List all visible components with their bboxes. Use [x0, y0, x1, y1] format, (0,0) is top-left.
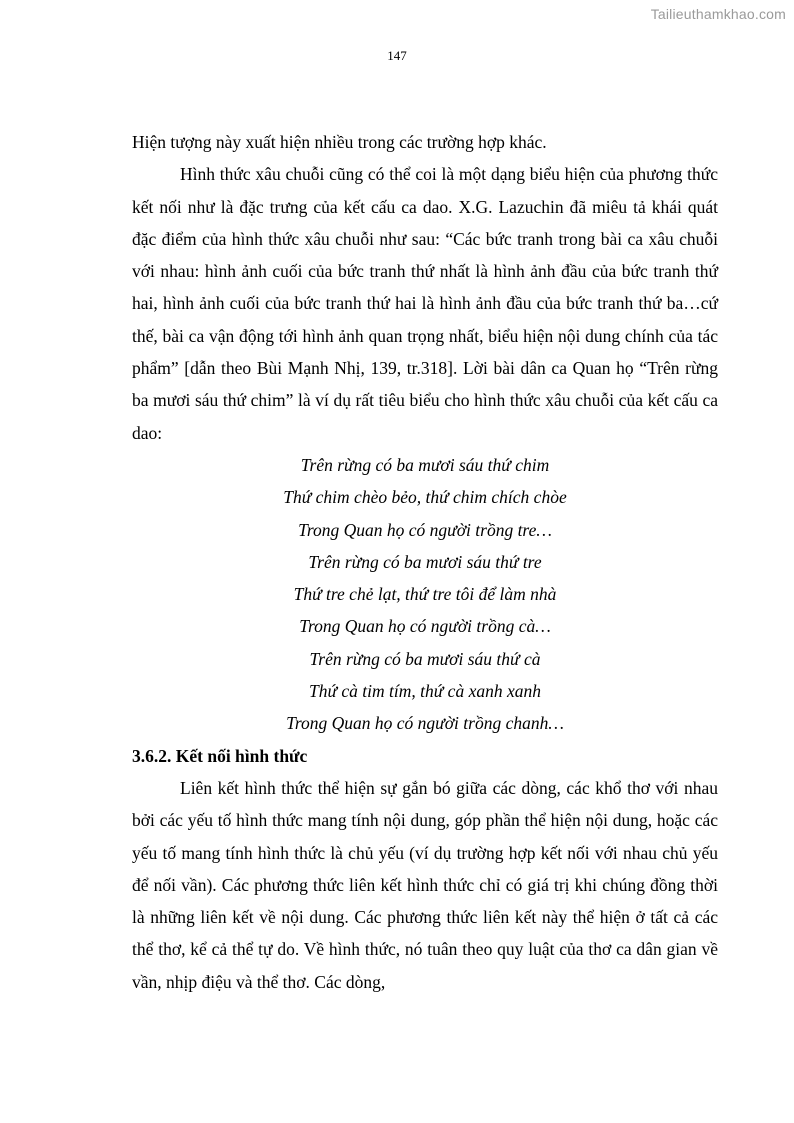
poem-line: Thứ tre chẻ lạt, thứ tre tôi để làm nhà	[293, 584, 557, 605]
watermark: Tailieuthamkhao.com	[650, 6, 786, 22]
page-body	[132, 126, 718, 998]
paragraph-chain-form: Hình thức xâu chuỗi cũng có thể coi là một dạng biểu hiện của phương thức kết nối như là đặc trưng của kết cấu ca dao. X.G. Lazuchin đã miêu tả khái quát đặc điểm của hình thức xâu chuỗi như sau: “Các bức tranh trong bài ca xâu chuỗi với nhau: hình ảnh cuối của bức tranh thứ nhất là hình ảnh đầu của bức tranh thứ hai, hình ảnh cuối của bức tranh thứ hai là hình ảnh đầu của bức tranh thứ ba…cứ thế, bài ca vận động tới hình ảnh quan trọng nhất, biểu hiện nội dung chính của tác phẩm” [dẫn theo Bùi Mạnh Nhị, 139, tr.318]. Lời bài dân ca Quan họ “Trên rừng ba mươi sáu thứ chim” là ví dụ rất tiêu biểu cho hình thức xâu chuỗi của kết cấu ca dao:	[132, 164, 718, 443]
page-number: 147	[387, 48, 407, 63]
poem-quote	[132, 449, 718, 740]
paragraph-form-linking: Liên kết hình thức thể hiện sự gắn bó giữa các dòng, các khổ thơ với nhau bởi các yếu tố hình thức mang tính nội dung, góp phần thể hiện nội dung, hoặc các yếu tố mang tính hình thức là chủ yếu (ví dụ trường hợp kết nối với nhau chủ yếu để nối vần). Các phương thức liên kết hình thức chỉ có giá trị khi chúng đồng thời là những liên kết về nội dung. Các phương thức liên kết này thể hiện ở tất cả các thể thơ, kể cả thể tự do. Về hình thức, nó tuân theo quy luật của thơ ca dân gian về vần, nhịp điệu và thể thơ. Các dòng,	[132, 777, 718, 992]
poem-line: Trên rừng có ba mươi sáu thứ cà	[309, 648, 541, 669]
section-heading: 3.6.2. Kết nối hình thức	[132, 745, 308, 766]
poem-line: Trong Quan họ có người trồng cà…	[299, 616, 551, 637]
poem-line: Thứ chim chèo bẻo, thứ chim chích chòe	[283, 487, 567, 508]
paragraph-intro: Hiện tượng này xuất hiện nhiều trong các trường hợp khác.	[132, 132, 547, 152]
poem-line: Trên rừng có ba mươi sáu thứ chim	[300, 454, 550, 475]
poem-line: Thứ cà tim tím, thứ cà xanh xanh	[309, 681, 541, 702]
poem-line: Trong Quan họ có người trồng chanh…	[286, 713, 564, 734]
poem-line: Trên rừng có ba mươi sáu thứ tre	[308, 551, 542, 572]
poem-line: Trong Quan họ có người trồng tre…	[298, 519, 552, 540]
